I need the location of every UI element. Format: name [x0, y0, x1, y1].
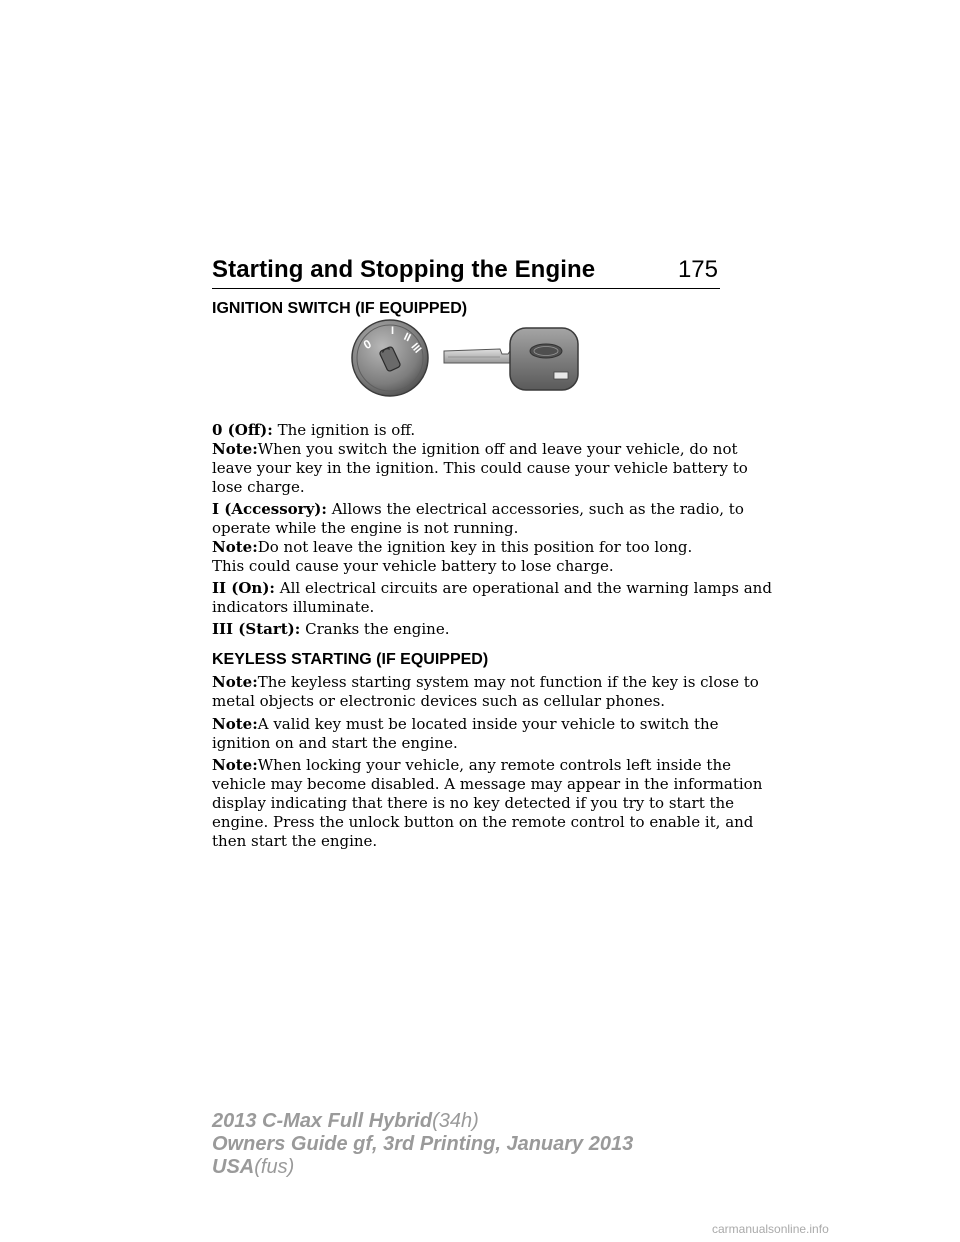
paragraph-keyless-note2: Note:A valid key must be located inside your vehicle to switch the ignition on and start the engine. [212, 715, 719, 752]
position-label-start: III [408, 340, 424, 356]
term-start: III (Start): [212, 620, 301, 638]
document-footer: 2013 C-Max Full Hybrid(34h) Owners Guide gf, 3rd Printing, January 2013 USA(fus) [212, 1110, 634, 1178]
position-label-acc: I [391, 325, 395, 337]
key [444, 328, 578, 390]
paragraph-accessory: I (Accessory): Allows the electrical accessories, such as the radio, to operate while the engine is not running. Note:Do not leave the ignition key in this position for too long. This could cause your vehicle battery to lose charge. [212, 500, 744, 575]
paragraph-keyless-note3: Note:When locking your vehicle, any remote controls left inside the vehicle may become disabled. A message may appear in the information display indicating that there is no key detected if you try to start the engine. Press the unlock button on the remote control to enable it, and then start the engine. [212, 756, 763, 850]
paragraph-on: II (On): All electrical circuits are operational and the warning lamps and indicators illuminate. [212, 579, 772, 616]
watermark: carmanualsonline.info [712, 1222, 829, 1236]
term-accessory: I (Accessory): [212, 500, 327, 518]
paragraph-off: 0 (Off): The ignition is off. Note:When you switch the ignition off and leave your vehicle, do not leave your key in the ignition. This could cause your vehicle battery to lose charge. [212, 421, 748, 496]
key-fob [510, 328, 578, 390]
note-label: Note: [212, 673, 258, 691]
term-on: II (On): [212, 579, 275, 597]
paragraph-start: III (Start): Cranks the engine. [212, 620, 450, 638]
section-heading-keyless: KEYLESS STARTING (IF EQUIPPED) [212, 651, 489, 668]
page-header [212, 254, 720, 289]
note-label: Note: [212, 715, 258, 733]
note-label: Note: [212, 538, 258, 556]
paragraph-keyless-note1: Note:The keyless starting system may not function if the key is close to metal objects or electronic devices such as cellular phones. [212, 673, 759, 710]
page-number: 175 [677, 256, 718, 283]
note-label: Note: [212, 756, 258, 774]
term-off: 0 (Off): [212, 421, 273, 439]
section-heading-ignition: IGNITION SWITCH (IF EQUIPPED) [212, 300, 468, 317]
ignition-key-figure [350, 318, 580, 398]
ignition-cylinder [352, 320, 428, 396]
header-title: Starting and Stopping the Engine [212, 256, 596, 283]
ignition-key-illustration [350, 318, 580, 398]
note-label: Note: [212, 440, 258, 458]
position-label-off: 0 [361, 336, 374, 353]
position-label-on: II [401, 330, 413, 345]
